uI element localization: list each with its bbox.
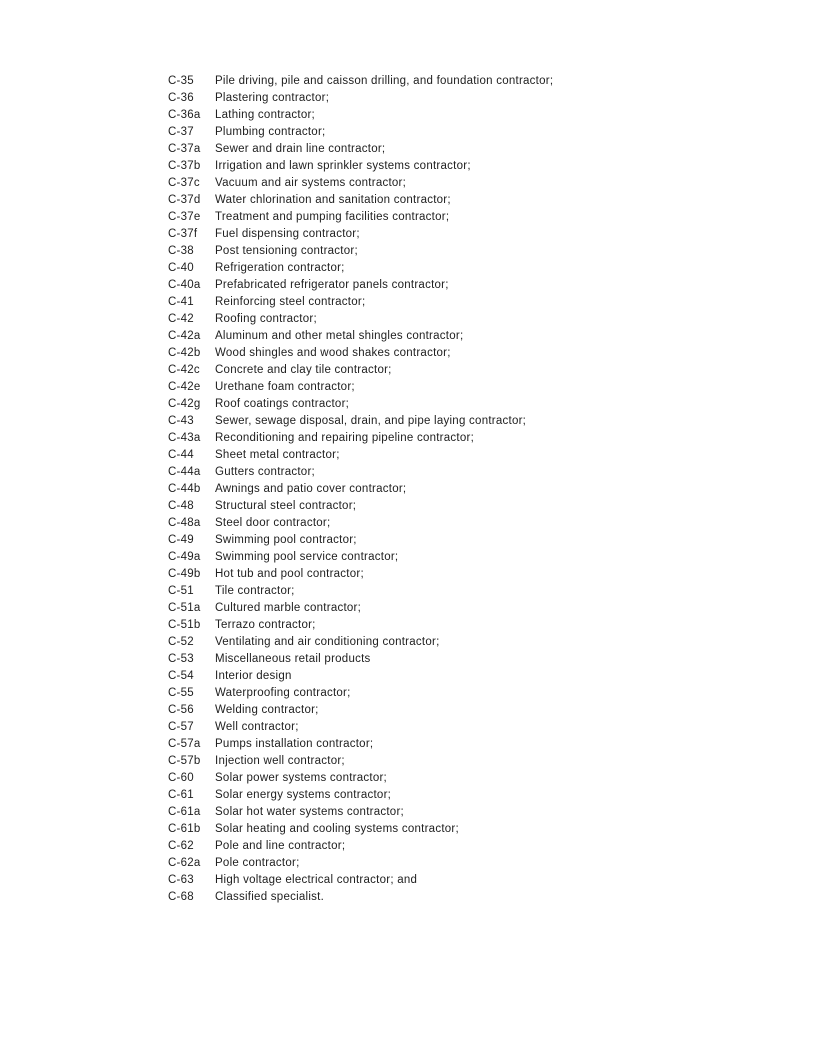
classification-code: C-42a [168,330,201,342]
classification-description: Cultured marble contractor; [215,602,362,614]
classification-code: C-44a [168,466,201,478]
classification-description: Treatment and pumping facilities contractor; [215,211,450,223]
list-item [168,651,728,668]
list-item [168,702,728,719]
classification-code: C-57a [168,738,201,750]
list-item [168,668,728,685]
list-item [168,498,728,515]
list-item [168,226,728,243]
classification-description: Solar hot water systems contractor; [215,806,404,818]
classification-description: Aluminum and other metal shingles contractor; [215,330,464,342]
classification-description: Injection well contractor; [215,755,345,767]
classification-description: Gutters contractor; [215,466,315,478]
classification-description: Post tensioning contractor; [215,245,358,257]
classification-code: C-51 [168,585,194,597]
classification-code: C-62a [168,857,201,869]
classification-description: Roof coatings contractor; [215,398,350,410]
list-item [168,124,728,141]
list-item [168,549,728,566]
classification-code: C-52 [168,636,194,648]
classification-description: Terrazo contractor; [215,619,316,631]
list-item [168,634,728,651]
classification-description: Swimming pool service contractor; [215,551,399,563]
classification-description: Interior design [215,670,292,682]
classification-code: C-41 [168,296,194,308]
classification-code: C-42c [168,364,200,376]
classification-code: C-61 [168,789,194,801]
list-item [168,532,728,549]
classification-code: C-51a [168,602,201,614]
list-item [168,73,728,90]
classification-description: Irrigation and lawn sprinkler systems contractor; [215,160,471,172]
classification-code: C-48a [168,517,201,529]
classification-code: C-61b [168,823,201,835]
classification-description: Tile contractor; [215,585,295,597]
classification-description: Ventilating and air conditioning contractor; [215,636,440,648]
classification-description: Plastering contractor; [215,92,330,104]
classification-code: C-37b [168,160,201,172]
classification-description: Well contractor; [215,721,299,733]
list-item [168,872,728,889]
classification-description: Solar energy systems contractor; [215,789,392,801]
classification-description: Pole and line contractor; [215,840,346,852]
classification-description: Reconditioning and repairing pipeline contractor; [215,432,475,444]
list-item [168,362,728,379]
classification-code: C-57b [168,755,201,767]
classification-code: C-49a [168,551,201,563]
list-item [168,447,728,464]
list-item [168,379,728,396]
classification-code: C-68 [168,891,194,903]
list-item [168,311,728,328]
classification-code: C-57 [168,721,194,733]
classification-code: C-62 [168,840,194,852]
classification-code: C-53 [168,653,194,665]
list-item [168,838,728,855]
classification-code: C-51b [168,619,201,631]
list-item [168,889,728,906]
classification-code: C-48 [168,500,194,512]
classification-description: Waterproofing contractor; [215,687,351,699]
classification-code: C-37 [168,126,194,138]
list-item [168,821,728,838]
list-item [168,855,728,872]
list-item [168,770,728,787]
classification-code: C-35 [168,75,194,87]
classification-code: C-43a [168,432,201,444]
classification-description: High voltage electrical contractor; and [215,874,418,886]
list-item [168,90,728,107]
list-item [168,107,728,124]
classification-code: C-40 [168,262,194,274]
classification-code: C-56 [168,704,194,716]
list-item [168,583,728,600]
classification-description: Concrete and clay tile contractor; [215,364,392,376]
list-item [168,430,728,447]
classification-code: C-42g [168,398,201,410]
classification-description: Solar heating and cooling systems contractor; [215,823,459,835]
classification-description: Solar power systems contractor; [215,772,388,784]
classification-description: Sewer, sewage disposal, drain, and pipe laying contractor; [215,415,527,427]
classification-description: Roofing contractor; [215,313,317,325]
list-item [168,600,728,617]
list-item [168,481,728,498]
classification-description: Structural steel contractor; [215,500,357,512]
list-item [168,158,728,175]
list-item [168,141,728,158]
list-item [168,719,728,736]
list-item [168,617,728,634]
classification-list [168,73,728,906]
classification-description: Pumps installation contractor; [215,738,374,750]
classification-description: Pole contractor; [215,857,300,869]
classification-code: C-37c [168,177,200,189]
list-item [168,277,728,294]
classification-code: C-49b [168,568,201,580]
classification-description: Fuel dispensing contractor; [215,228,360,240]
classification-code: C-42e [168,381,201,393]
classification-code: C-37d [168,194,201,206]
classification-description: Hot tub and pool contractor; [215,568,364,580]
classification-code: C-43 [168,415,194,427]
list-item [168,787,728,804]
classification-code: C-40a [168,279,201,291]
classification-code: C-44 [168,449,194,461]
classification-code: C-37e [168,211,201,223]
classification-code: C-37f [168,228,198,240]
classification-code: C-61a [168,806,201,818]
classification-description: Lathing contractor; [215,109,316,121]
classification-code: C-42 [168,313,194,325]
classification-description: Welding contractor; [215,704,319,716]
list-item [168,753,728,770]
classification-description: Urethane foam contractor; [215,381,355,393]
list-item [168,685,728,702]
classification-description: Classified specialist. [215,891,325,903]
list-item [168,804,728,821]
list-item [168,736,728,753]
classification-description: Plumbing contractor; [215,126,326,138]
classification-description: Refrigeration contractor; [215,262,345,274]
list-item [168,328,728,345]
classification-code: C-54 [168,670,194,682]
classification-description: Prefabricated refrigerator panels contractor; [215,279,449,291]
classification-description: Vacuum and air systems contractor; [215,177,407,189]
classification-code: C-36 [168,92,194,104]
list-item [168,345,728,362]
classification-code: C-42b [168,347,201,359]
classification-description: Swimming pool contractor; [215,534,357,546]
classification-description: Steel door contractor; [215,517,331,529]
classification-code: C-60 [168,772,194,784]
classification-description: Awnings and patio cover contractor; [215,483,407,495]
list-item [168,294,728,311]
list-item [168,413,728,430]
classification-code: C-55 [168,687,194,699]
list-item [168,209,728,226]
list-item [168,243,728,260]
classification-code: C-49 [168,534,194,546]
classification-description: Reinforcing steel contractor; [215,296,366,308]
list-item [168,396,728,413]
list-item [168,175,728,192]
classification-code: C-44b [168,483,201,495]
classification-description: Pile driving, pile and caisson drilling, and foundation contractor; [215,75,554,87]
classification-description: Miscellaneous retail products [215,653,371,665]
classification-code: C-37a [168,143,201,155]
list-item [168,260,728,277]
list-item [168,566,728,583]
classification-code: C-63 [168,874,194,886]
classification-description: Sewer and drain line contractor; [215,143,386,155]
classification-description: Sheet metal contractor; [215,449,340,461]
list-item [168,515,728,532]
list-item [168,192,728,209]
classification-description: Wood shingles and wood shakes contractor; [215,347,451,359]
classification-code: C-36a [168,109,201,121]
classification-description: Water chlorination and sanitation contractor; [215,194,451,206]
list-item [168,464,728,481]
classification-code: C-38 [168,245,194,257]
